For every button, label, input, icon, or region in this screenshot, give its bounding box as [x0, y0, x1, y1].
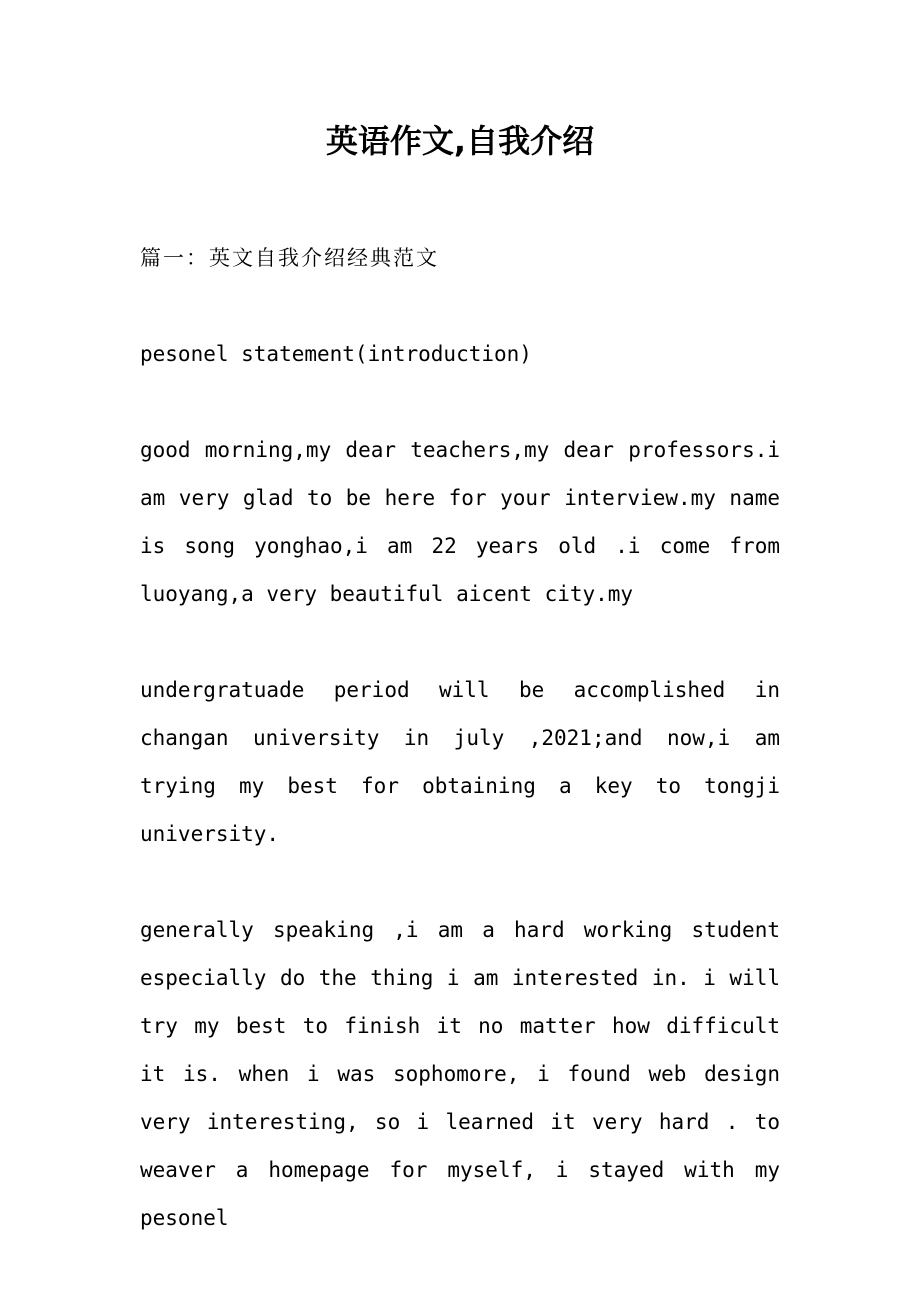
paragraph-greeting: good morning,my dear teachers,my dear professors.i am very glad to be here for your interview.my name is song yonghao,i am 22 years old .i come from luoyang,a very beautiful aicent city.my [140, 438, 780, 606]
document-body [140, 234, 780, 1290]
paragraph-hardworking: generally speaking ,i am a hard working student especially do the thing i am interested in. i will try my best to finish it no matter how difficult it is. when i was sophomore, i found web design very interesting, so i learned it very hard . to weaver a homepage for myself, i stayed with my pesonel [140, 918, 780, 1230]
paragraph-undergraduate: undergratuade period will be accomplished in changan university in july ,2021;and now,i am trying my best for obtaining a key to tongji university. [140, 678, 780, 846]
section-heading: 篇一：英文自我介绍经典范文 [140, 246, 439, 270]
document-title: 英语作文,自我介绍 [325, 122, 595, 160]
paragraph-statement-label: pesonel statement(introduction) [140, 342, 532, 366]
